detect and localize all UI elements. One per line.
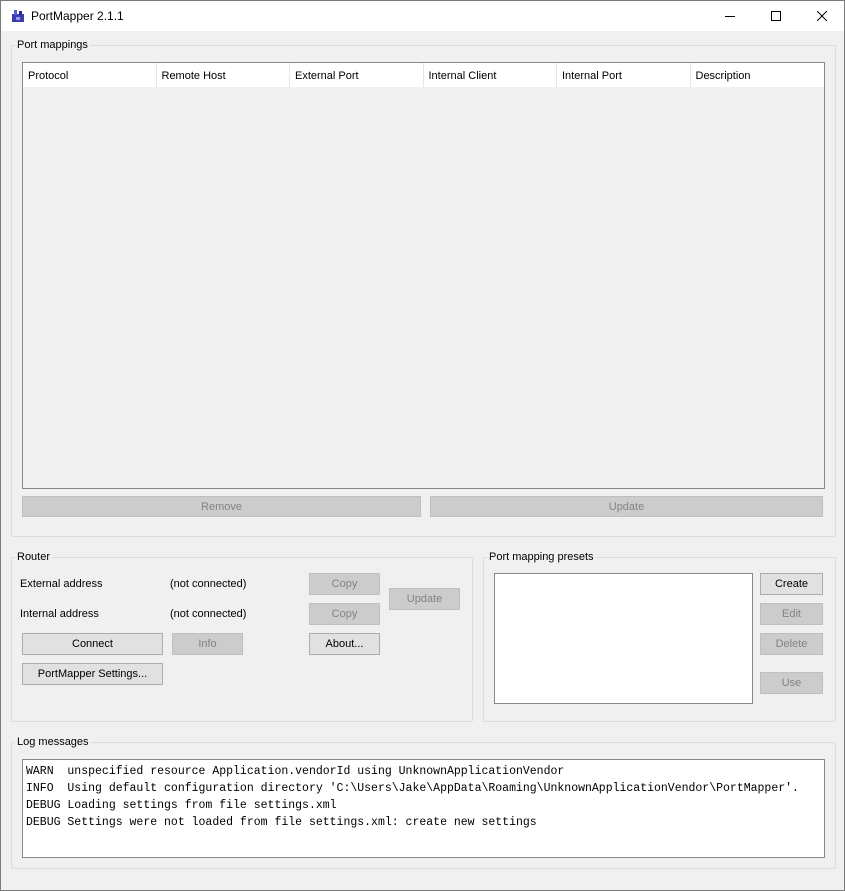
column-header-external-port[interactable]: External Port [290,63,424,87]
copy-internal-button[interactable]: Copy [309,603,380,625]
info-button[interactable]: Info [172,633,243,655]
create-preset-button[interactable]: Create [760,573,823,595]
update-mappings-button[interactable]: Update [430,496,823,517]
window-title: PortMapper 2.1.1 [31,9,124,23]
internal-address-value: (not connected) [170,608,247,620]
port-mappings-table[interactable] [22,62,825,489]
port-mappings-group-label: Port mappings [17,39,88,51]
column-header-protocol[interactable]: Protocol [23,63,157,87]
maximize-icon [771,11,781,21]
use-preset-button[interactable]: Use [760,672,823,694]
copy-external-button[interactable]: Copy [309,573,380,595]
column-header-remote-host[interactable]: Remote Host [157,63,291,87]
remove-button[interactable]: Remove [22,496,421,517]
minimize-button[interactable] [707,1,753,31]
log-messages-group-label: Log messages [17,736,89,748]
minimize-icon [725,11,735,21]
column-header-internal-client[interactable]: Internal Client [424,63,558,87]
portmapper-app-icon [11,9,25,23]
router-group-label: Router [17,551,51,563]
maximize-button[interactable] [753,1,799,31]
update-address-button[interactable]: Update [389,588,460,610]
column-header-internal-port[interactable]: Internal Port [557,63,691,87]
presets-group-label: Port mapping presets [489,551,594,563]
delete-preset-button[interactable]: Delete [760,633,823,655]
log-line: DEBUG Settings were not loaded from file settings.xml: create new settings [26,816,537,829]
connect-button[interactable]: Connect [22,633,163,655]
close-button[interactable] [799,1,845,31]
internal-address-label: Internal address [20,608,99,620]
log-text-area[interactable] [22,759,825,858]
log-line: DEBUG Loading settings from file settings.xml [26,799,337,812]
external-address-label: External address [20,578,103,590]
external-address-value: (not connected) [170,578,247,590]
about-button[interactable]: About... [309,633,380,655]
log-line: INFO Using default configuration directory 'C:\Users\Jake\AppData\Roaming\UnknownApplicationVendor\PortMapper'. [26,782,799,795]
portmapper-settings-button[interactable]: PortMapper Settings... [22,663,163,685]
presets-list[interactable] [494,573,753,704]
close-icon [817,11,827,21]
table-header [23,63,824,87]
log-line: WARN unspecified resource Application.vendorId using UnknownApplicationVendor [26,765,565,778]
title-bar [1,1,844,31]
column-header-description[interactable]: Description [695,70,751,82]
edit-preset-button[interactable]: Edit [760,603,823,625]
